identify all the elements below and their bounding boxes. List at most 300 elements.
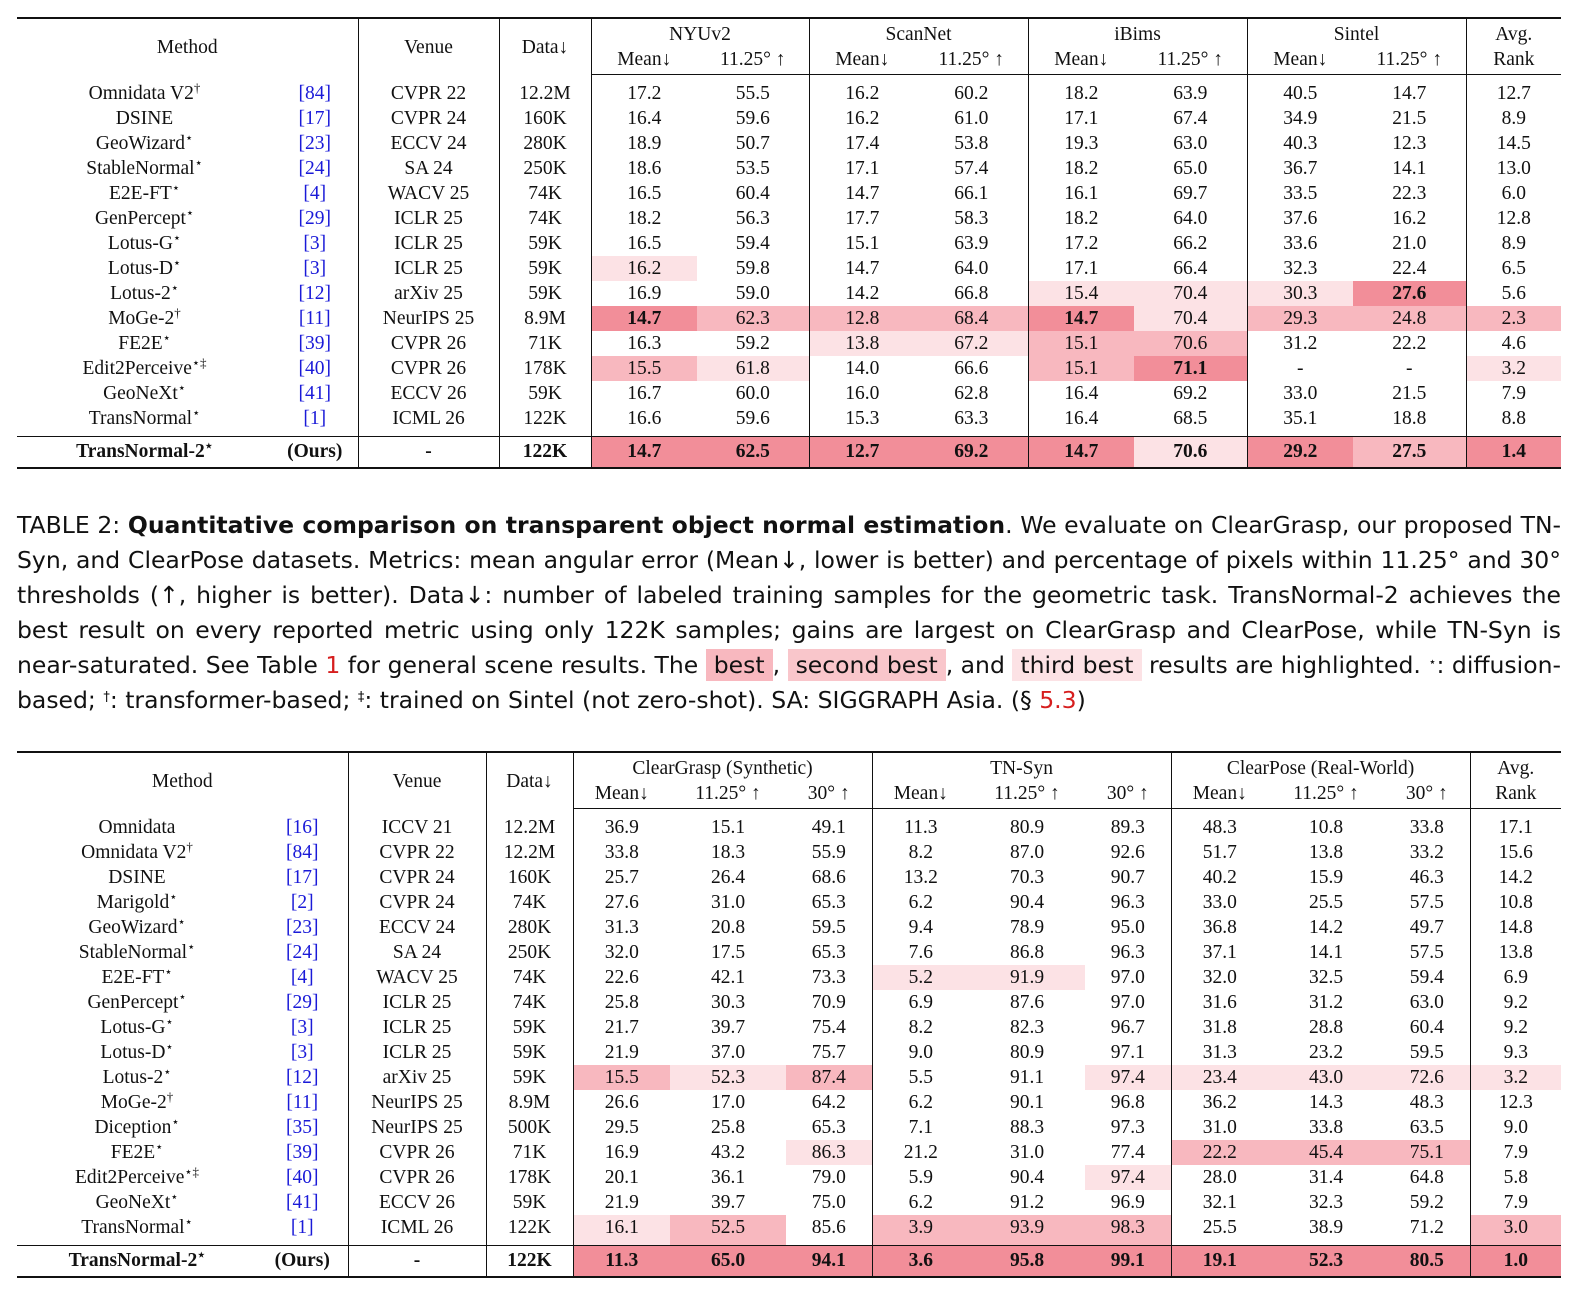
metric-cell: 33.0 — [1283, 383, 1318, 404]
header-metric: 11.25° ↑ — [915, 47, 1028, 75]
avg-rank-cell: 1.4 — [1466, 437, 1561, 469]
metric-cell: 87.4 — [786, 1065, 872, 1090]
method-symbol: ⋆ — [171, 1115, 180, 1129]
metric-cell: 70.3 — [1009, 867, 1045, 888]
citation-link[interactable]: [24] — [286, 942, 319, 963]
citation — [257, 809, 348, 841]
metric-cell: 9.4 — [908, 917, 933, 938]
citation-link[interactable]: [23] — [298, 133, 331, 154]
metric-cell: 3.9 — [872, 1215, 969, 1246]
method-label: Lotus-D — [100, 1042, 166, 1063]
legend-third-best: third best — [1012, 649, 1141, 681]
header-metric: Mean↓ — [1247, 47, 1353, 75]
method-symbol: ⋆ — [165, 1015, 174, 1029]
citation-link[interactable]: [4] — [290, 967, 314, 988]
metric-cell: 31.3 — [604, 917, 639, 938]
citation — [272, 75, 358, 107]
metric-cell: 96.7 — [1085, 1015, 1171, 1040]
citation-link[interactable]: [1] — [290, 1217, 314, 1238]
metric-cell: 6.2 — [908, 1192, 933, 1213]
citation-link[interactable]: [39] — [286, 1142, 319, 1163]
metric-cell: 21.9 — [604, 1042, 639, 1063]
metric-cell: 69.2 — [915, 437, 1028, 469]
method-symbol: ⋆ — [187, 940, 196, 954]
metric-cell: 37.0 — [710, 1042, 746, 1063]
metric-cell: 71.2 — [1384, 1215, 1470, 1246]
ours-tag — [257, 1246, 348, 1278]
data-size-cell: 12.2M — [499, 75, 591, 107]
metric-cell: 67.2 — [915, 331, 1028, 356]
venue-cell: ICLR 25 — [358, 231, 499, 256]
metric-cell: 60.0 — [697, 381, 809, 406]
caption-text-6: : trained on Sintel (not zero-shot). SA: SIGGRAPH Asia. (§ — [364, 686, 1040, 714]
method-symbol: ⋆ — [177, 915, 186, 929]
data-size-cell: 74K — [499, 181, 591, 206]
metric-cell: 57.5 — [1384, 890, 1470, 915]
metric-cell: 43.2 — [710, 1142, 746, 1163]
citation-link[interactable]: [3] — [290, 1017, 314, 1038]
table-ref-link[interactable]: 1 — [325, 651, 341, 679]
metric-cell: 80.9 — [1009, 1042, 1045, 1063]
method-symbol: ⋆ — [171, 181, 180, 195]
method-name — [17, 915, 257, 940]
table-row — [17, 1165, 1561, 1190]
metric-cell: 14.3 — [1308, 1092, 1344, 1113]
metric-cell: 85.6 — [786, 1215, 872, 1246]
metric-cell: 42.1 — [710, 967, 746, 988]
header-metric: Mean↓ — [872, 781, 969, 809]
metric-cell: 25.7 — [604, 867, 639, 888]
metric-cell: 33.8 — [604, 842, 639, 863]
metric-cell: 5.5 — [908, 1067, 933, 1088]
citation-link[interactable]: [41] — [298, 383, 331, 404]
header-metric: Mean↓ — [573, 781, 670, 809]
venue-cell: WACV 25 — [348, 965, 486, 990]
method-label: MoGe-2 — [100, 1092, 167, 1113]
method-label: DSINE — [108, 867, 166, 888]
method-name — [17, 1065, 257, 1090]
header-metric: 11.25° ↑ — [1268, 781, 1384, 809]
citation-link[interactable]: [12] — [286, 1067, 319, 1088]
metric-cell: 27.6 — [1353, 281, 1466, 306]
header-data: Data↓ — [486, 752, 573, 809]
symbol-dagger: † — [103, 690, 110, 705]
metric-cell: 86.8 — [1009, 942, 1045, 963]
citation-link[interactable]: [16] — [286, 816, 319, 838]
metric-cell: 96.3 — [1085, 940, 1171, 965]
data-size-cell: 178K — [486, 1165, 573, 1190]
venue-cell: WACV 25 — [358, 181, 499, 206]
citation — [257, 890, 348, 915]
citation — [272, 256, 358, 281]
metric-cell: 57.4 — [915, 156, 1028, 181]
citation-link[interactable]: [11] — [298, 308, 331, 329]
citation — [257, 1140, 348, 1165]
legend-second-best: second best — [788, 649, 946, 681]
header-metric: Mean↓ — [809, 47, 915, 75]
data-size-cell: 74K — [486, 965, 573, 990]
method-name — [17, 106, 272, 131]
citation-link[interactable]: [3] — [290, 1042, 314, 1063]
citation — [272, 406, 358, 437]
method-label: Lotus-G — [100, 1017, 166, 1038]
avg-rank-cell: 7.9 — [1503, 1142, 1528, 1163]
table-row — [17, 331, 1561, 356]
metric-cell: 5.2 — [872, 965, 969, 990]
section-ref-link[interactable]: 5.3 — [1039, 686, 1077, 714]
method-label: Marigold — [96, 892, 170, 913]
metric-cell: 17.2 — [627, 83, 662, 104]
metric-cell: 75.0 — [786, 1190, 872, 1215]
metric-cell: 17.4 — [845, 133, 880, 154]
symbol-double-dagger: ‡ — [357, 690, 365, 705]
metric-cell: 20.8 — [710, 917, 746, 938]
table-row — [17, 256, 1561, 281]
venue-cell: CVPR 22 — [348, 840, 486, 865]
metric-cell: 21.5 — [1353, 106, 1466, 131]
metric-cell: 55.9 — [786, 840, 872, 865]
metric-cell: 31.0 — [1009, 1142, 1045, 1163]
venue-cell: CVPR 26 — [348, 1140, 486, 1165]
method-label: Lotus-2 — [110, 283, 171, 304]
metric-cell: 9.0 — [908, 1042, 933, 1063]
table-caption — [17, 508, 1561, 718]
metric-cell: 29.5 — [604, 1117, 639, 1138]
metric-cell: 65.3 — [786, 1115, 872, 1140]
citation-link[interactable]: [23] — [286, 917, 319, 938]
venue-cell: SA 24 — [358, 156, 499, 181]
table-row — [17, 990, 1561, 1015]
venue-cell: ECCV 24 — [358, 131, 499, 156]
citation-link[interactable]: [35] — [286, 1117, 319, 1138]
header-method: Method — [17, 752, 348, 809]
method-name — [17, 437, 272, 469]
citation-link[interactable]: [29] — [286, 992, 319, 1013]
metric-cell: 16.2 — [845, 83, 880, 104]
table-row — [17, 965, 1561, 990]
venue-cell: arXiv 25 — [358, 281, 499, 306]
metric-cell: 60.2 — [915, 75, 1028, 107]
citation-link[interactable]: [84] — [286, 842, 319, 863]
metric-cell: 63.0 — [1384, 990, 1470, 1015]
citation-link[interactable]: [4] — [303, 183, 327, 204]
metric-cell: 63.9 — [915, 231, 1028, 256]
metric-cell: 64.2 — [786, 1090, 872, 1115]
avg-rank-cell: 17.1 — [1498, 817, 1533, 838]
metric-cell: 82.3 — [1009, 1017, 1045, 1038]
header-dataset-group: ScanNet — [809, 18, 1028, 47]
table-row — [17, 865, 1561, 890]
method-symbol: † — [174, 306, 181, 320]
ours-tag — [272, 437, 358, 469]
metric-cell: 61.8 — [697, 356, 809, 381]
data-size-cell: 59K — [499, 231, 591, 256]
metric-cell: 97.3 — [1085, 1115, 1171, 1140]
citation-link[interactable]: [17] — [298, 108, 331, 129]
metric-cell: 6.9 — [908, 992, 933, 1013]
data-size-cell: 122K — [499, 406, 591, 437]
metric-cell: 16.9 — [627, 283, 662, 304]
metric-cell: 22.4 — [1353, 256, 1466, 281]
metric-cell: 48.3 — [1202, 817, 1237, 838]
metric-cell: 52.3 — [670, 1065, 786, 1090]
metric-cell: 94.1 — [786, 1246, 872, 1278]
metric-cell: 16.5 — [627, 233, 662, 254]
venue-cell: ECCV 26 — [358, 381, 499, 406]
metric-cell: 16.2 — [1353, 206, 1466, 231]
citation — [257, 840, 348, 865]
citation-link[interactable]: [17] — [286, 867, 319, 888]
metric-cell: 52.3 — [1268, 1246, 1384, 1278]
header-avg: Avg. — [1470, 752, 1561, 781]
citation-link[interactable]: [3] — [303, 258, 327, 279]
citation — [272, 231, 358, 256]
metric-cell: 88.3 — [1009, 1117, 1045, 1138]
metric-cell: 37.1 — [1202, 942, 1237, 963]
citation-link[interactable]: [11] — [286, 1092, 319, 1113]
metric-cell: 16.9 — [604, 1142, 639, 1163]
venue-cell: ICLR 25 — [348, 990, 486, 1015]
table-row — [17, 156, 1561, 181]
citation-link[interactable]: [40] — [298, 358, 331, 379]
metric-cell: 15.5 — [591, 356, 697, 381]
venue-cell: ICML 26 — [348, 1215, 486, 1246]
venue-cell: SA 24 — [348, 940, 486, 965]
metric-cell: 32.5 — [1308, 967, 1344, 988]
metric-cell: 14.7 — [1028, 437, 1134, 469]
method-name — [17, 1115, 257, 1140]
data-size-cell: 122K — [499, 437, 591, 469]
method-name — [17, 156, 272, 181]
method-symbol: ⋆ — [184, 1215, 193, 1229]
method-label: Lotus-2 — [102, 1067, 164, 1088]
citation — [257, 1065, 348, 1090]
metric-cell: 18.9 — [627, 133, 662, 154]
header-dataset-group: TN-Syn — [872, 752, 1171, 781]
metric-cell: 66.2 — [1134, 231, 1247, 256]
metric-cell: 16.4 — [1064, 383, 1099, 404]
metric-cell: 59.4 — [1384, 965, 1470, 990]
citation — [257, 990, 348, 1015]
citation-link[interactable]: [12] — [298, 283, 331, 304]
venue-cell: CVPR 24 — [358, 106, 499, 131]
header-method: Method — [17, 18, 358, 75]
metric-cell: 15.1 — [710, 817, 746, 838]
data-size-cell: 160K — [499, 106, 591, 131]
metric-cell: 97.1 — [1085, 1040, 1171, 1065]
metric-cell: 87.0 — [1009, 842, 1045, 863]
metric-cell: 7.6 — [908, 942, 933, 963]
metric-cell: 17.5 — [710, 942, 746, 963]
metric-cell: 14.0 — [845, 358, 880, 379]
venue-cell: - — [348, 1246, 486, 1278]
metric-cell: 95.0 — [1085, 915, 1171, 940]
metric-cell: 33.0 — [1202, 892, 1237, 913]
table-row — [17, 890, 1561, 915]
metric-cell: 58.3 — [915, 206, 1028, 231]
method-label: Edit2Perceive — [74, 1167, 185, 1188]
citation-link[interactable]: [84] — [298, 82, 331, 104]
metric-cell: 31.2 — [1308, 992, 1344, 1013]
metric-cell: 52.5 — [670, 1215, 786, 1246]
citation — [257, 1115, 348, 1140]
method-symbol: † — [193, 79, 201, 95]
metric-cell: 17.1 — [1064, 108, 1099, 129]
metric-cell: 75.7 — [786, 1040, 872, 1065]
avg-rank-cell: 14.8 — [1498, 917, 1533, 938]
avg-rank-cell: 3.0 — [1470, 1215, 1561, 1246]
method-symbol: ⋆ — [192, 406, 201, 420]
citation-link[interactable]: [2] — [290, 892, 314, 913]
citation-link[interactable]: [39] — [298, 333, 331, 354]
metric-cell: 31.3 — [1202, 1042, 1237, 1063]
metric-cell: 15.4 — [1028, 281, 1134, 306]
metric-cell: 65.3 — [786, 940, 872, 965]
metric-cell: 27.5 — [1353, 437, 1466, 469]
method-name — [17, 256, 272, 281]
metric-cell: 56.3 — [697, 206, 809, 231]
metric-cell: 63.3 — [915, 406, 1028, 437]
method-label: StableNormal — [78, 942, 188, 963]
metric-cell: 18.8 — [1353, 406, 1466, 437]
data-size-cell: 59K — [486, 1190, 573, 1215]
table-row — [17, 1140, 1561, 1165]
citation-link[interactable]: [3] — [303, 233, 327, 254]
metric-cell: 66.6 — [915, 356, 1028, 381]
citation-link[interactable]: [29] — [298, 208, 331, 229]
citation — [272, 306, 358, 331]
metric-cell: 59.0 — [697, 281, 809, 306]
metric-cell: 16.1 — [1064, 183, 1099, 204]
citation-link[interactable]: [1] — [303, 408, 327, 429]
table-row — [17, 1065, 1561, 1090]
caption-text-5: : transformer-based; — [109, 686, 358, 714]
metric-cell: 31.2 — [1283, 333, 1318, 354]
metric-cell: 18.2 — [1064, 158, 1099, 179]
metric-cell: 78.9 — [1009, 917, 1045, 938]
citation — [272, 131, 358, 156]
method-symbol: ⋆ — [197, 1247, 206, 1262]
metric-cell: 96.9 — [1085, 1190, 1171, 1215]
venue-cell: CVPR 26 — [348, 1165, 486, 1190]
metric-cell: 70.6 — [1134, 331, 1247, 356]
method-name — [17, 231, 272, 256]
avg-rank-cell: 10.8 — [1498, 892, 1533, 913]
avg-rank-cell: 13.8 — [1498, 942, 1533, 963]
header-metric: 11.25° ↑ — [1134, 47, 1247, 75]
method-name — [17, 381, 272, 406]
metric-cell: 90.4 — [1009, 1167, 1045, 1188]
metric-cell: 32.3 — [1283, 258, 1318, 279]
data-size-cell: 280K — [486, 915, 573, 940]
metric-cell: 17.0 — [710, 1092, 746, 1113]
metric-cell: 21.5 — [1353, 381, 1466, 406]
method-label: FE2E — [110, 1142, 156, 1163]
method-name — [17, 281, 272, 306]
method-label: E2E-FT — [101, 967, 165, 988]
method-name — [17, 356, 272, 381]
venue-cell: ICLR 25 — [358, 256, 499, 281]
method-label: GeoWizard — [95, 133, 185, 154]
data-size-cell: 74K — [499, 206, 591, 231]
metric-cell: 60.4 — [697, 181, 809, 206]
metric-cell: 98.3 — [1085, 1215, 1171, 1246]
metric-cell: 37.6 — [1283, 208, 1318, 229]
metric-cell: 59.2 — [697, 331, 809, 356]
venue-cell: NeurIPS 25 — [358, 306, 499, 331]
symbol-star: ⋆ — [1428, 655, 1437, 670]
method-name — [17, 965, 257, 990]
ours-label: (Ours) — [287, 441, 343, 462]
citation-link[interactable]: [41] — [286, 1192, 319, 1213]
method-label: TransNormal-2 — [76, 441, 205, 462]
metric-cell: 17.2 — [1064, 233, 1099, 254]
avg-rank-cell: 12.3 — [1498, 1092, 1533, 1113]
method-name — [17, 809, 257, 841]
citation — [272, 156, 358, 181]
metric-cell: 25.8 — [604, 992, 639, 1013]
avg-rank-cell: 6.5 — [1501, 258, 1526, 279]
data-size-cell: 178K — [499, 356, 591, 381]
avg-rank-cell: 9.2 — [1503, 992, 1528, 1013]
data-size-cell: 122K — [486, 1215, 573, 1246]
metric-cell: 59.6 — [697, 106, 809, 131]
metric-cell: 12.3 — [1353, 131, 1466, 156]
citation — [272, 381, 358, 406]
metric-cell: 38.9 — [1308, 1217, 1344, 1238]
header-venue: Venue — [348, 752, 486, 809]
metric-cell: 6.2 — [908, 1092, 933, 1113]
metric-cell: 13.8 — [809, 331, 915, 356]
citation — [272, 181, 358, 206]
citation-link[interactable]: [24] — [298, 158, 331, 179]
citation-link[interactable]: [40] — [286, 1167, 319, 1188]
metric-cell: 31.6 — [1202, 992, 1237, 1013]
metric-cell: 18.6 — [627, 158, 662, 179]
metric-cell: 28.8 — [1308, 1017, 1344, 1038]
table-row — [17, 75, 1561, 107]
data-size-cell: 250K — [499, 156, 591, 181]
metric-cell: 57.5 — [1384, 940, 1470, 965]
metric-cell: 13.8 — [1308, 842, 1344, 863]
data-size-cell: 500K — [486, 1115, 573, 1140]
metric-cell: 23.2 — [1308, 1042, 1344, 1063]
method-symbol: ⋆ — [178, 990, 187, 1004]
metric-cell: 16.4 — [1064, 408, 1099, 429]
metric-cell: 43.0 — [1268, 1065, 1384, 1090]
method-label: TransNormal — [81, 1217, 185, 1238]
metric-cell: 97.4 — [1085, 1065, 1171, 1090]
metric-cell: 25.5 — [1308, 892, 1344, 913]
header-rank: Rank — [1470, 781, 1561, 809]
metric-cell: 33.6 — [1283, 233, 1318, 254]
metric-cell: 29.2 — [1247, 437, 1353, 469]
venue-cell: ICLR 25 — [358, 206, 499, 231]
metric-cell: 23.4 — [1171, 1065, 1268, 1090]
metric-cell: 92.6 — [1085, 840, 1171, 865]
avg-rank-cell: 13.0 — [1496, 158, 1531, 179]
method-name — [17, 1190, 257, 1215]
metric-cell: 49.1 — [786, 809, 872, 841]
data-size-cell: 59K — [486, 1065, 573, 1090]
metric-cell: 63.0 — [1134, 131, 1247, 156]
header-metric: 11.25° ↑ — [697, 47, 809, 75]
caption-text-7: ) — [1076, 686, 1086, 714]
method-label: GeoNeXt — [103, 383, 178, 404]
metric-cell: 16.6 — [627, 408, 662, 429]
method-symbol: † — [186, 840, 193, 854]
metric-cell: 68.4 — [915, 306, 1028, 331]
